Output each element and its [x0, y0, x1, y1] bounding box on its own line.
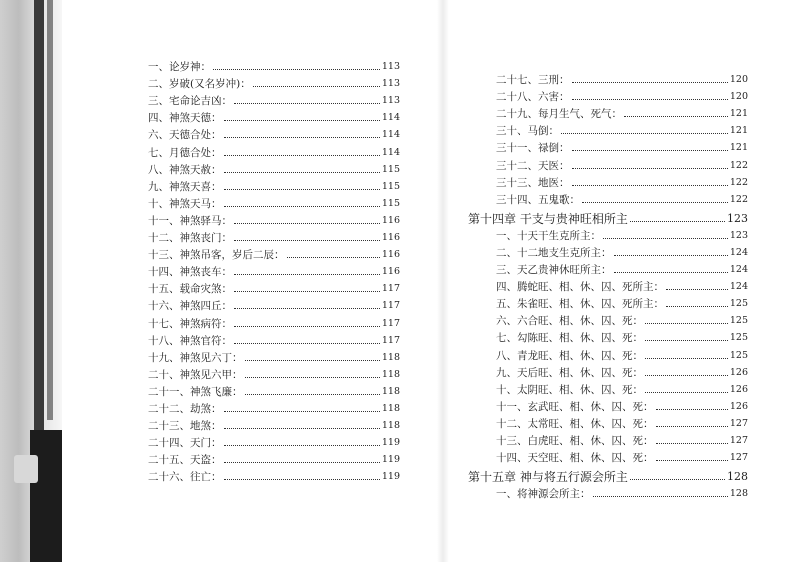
toc-entry-title: 二、岁破(又名岁冲)：: [148, 78, 251, 91]
scan-spine-shadow: [0, 0, 62, 562]
toc-dot-leader: [572, 184, 728, 186]
toc-dot-leader: [572, 98, 728, 100]
toc-entry-row[interactable]: [148, 381, 400, 398]
toc-entry-title: 十八、神煞官符：: [148, 334, 232, 347]
toc-entry-title: 一、将神源会所主：: [496, 488, 591, 501]
toc-entry-row[interactable]: [468, 120, 748, 137]
toc-dot-leader: [645, 339, 728, 341]
toc-dot-leader: [624, 115, 728, 117]
spine-secondary-strip: [47, 0, 53, 420]
spine-binding-block: [30, 430, 62, 562]
toc-page-number: 119: [381, 471, 400, 483]
toc-dot-leader: [224, 119, 380, 121]
toc-entry-title: 二十五、天盗：: [148, 454, 222, 467]
toc-entry-title: 二十三、地煞：: [148, 420, 222, 433]
toc-dot-leader: [234, 307, 380, 309]
toc-page-number: 116: [381, 232, 400, 244]
toc-dot-leader: [224, 410, 380, 412]
toc-entry-row[interactable]: [468, 327, 748, 344]
toc-entry-row[interactable]: [468, 172, 748, 189]
toc-entry-title: 十、太阴旺、相、休、囚、死：: [496, 383, 643, 396]
toc-page-number: 116: [381, 214, 400, 226]
toc-dot-leader: [224, 188, 380, 190]
toc-entry-title: 九、神煞天喜：: [148, 180, 222, 193]
toc-entry-row[interactable]: [148, 227, 400, 244]
toc-page-number: 121: [729, 142, 748, 154]
toc-dot-leader: [224, 205, 380, 207]
left-page-toc: [148, 56, 400, 483]
toc-dot-leader: [645, 322, 728, 324]
toc-entry-row[interactable]: [468, 259, 748, 276]
toc-page-number: 117: [381, 317, 400, 329]
toc-page-number: 127: [729, 434, 748, 446]
toc-dot-leader: [666, 288, 728, 290]
toc-page-number: 116: [381, 249, 400, 261]
toc-entry-title: 十七、神煞病符：: [148, 317, 232, 330]
toc-entry-title: 第十四章 干支与贵神旺相所主: [468, 211, 628, 226]
toc-page-number: 115: [381, 180, 400, 192]
toc-entry-row[interactable]: [468, 137, 748, 154]
toc-entry-title: 十四、天空旺、相、休、囚、死：: [496, 452, 654, 465]
toc-entry-title: 三十、马倒：: [496, 125, 559, 138]
toc-page-number: 113: [381, 78, 400, 90]
toc-dot-leader: [213, 68, 380, 70]
toc-entry-title: 十二、太常旺、相、休、囚、死：: [496, 417, 654, 430]
toc-dot-leader: [603, 237, 728, 239]
toc-dot-leader: [656, 442, 728, 444]
toc-dot-leader: [614, 254, 728, 256]
toc-dot-leader: [234, 102, 380, 104]
toc-page-number: 120: [729, 91, 748, 103]
toc-entry-title: 二十八、六害：: [496, 91, 570, 104]
toc-entry-row[interactable]: [148, 244, 400, 261]
toc-page-number: 114: [381, 112, 400, 124]
book-gutter: [437, 0, 449, 562]
toc-entry-title: 三、天乙贵神休旺所主：: [496, 264, 612, 277]
toc-page-number: 126: [729, 383, 748, 395]
toc-entry-row[interactable]: [148, 107, 400, 124]
toc-entry-row[interactable]: [468, 189, 748, 206]
toc-entry-title: 六、天德合处：: [148, 129, 222, 142]
toc-entry-title: 五、朱雀旺、相、休、囚、死所主：: [496, 298, 664, 311]
toc-page-number: 124: [729, 264, 748, 276]
toc-page-number: 118: [381, 368, 400, 380]
toc-entry-title: 八、青龙旺、相、休、囚、死：: [496, 349, 643, 362]
toc-entry-row[interactable]: [148, 398, 400, 415]
toc-page-number: 118: [381, 420, 400, 432]
toc-dot-leader: [253, 85, 380, 87]
toc-entry-title: 十九、神煞见六丁：: [148, 351, 243, 364]
toc-page-number: 119: [381, 454, 400, 466]
toc-page-number: 125: [729, 315, 748, 327]
toc-entry-title: 七、月德合处：: [148, 146, 222, 159]
toc-entry-title: 九、天后旺、相、休、囚、死：: [496, 366, 643, 379]
toc-entry-row[interactable]: [468, 310, 748, 327]
toc-entry-title: 十五、载命灾煞：: [148, 283, 232, 296]
toc-page-number: 126: [729, 400, 748, 412]
toc-entry-row[interactable]: [148, 141, 400, 158]
toc-dot-leader: [630, 220, 725, 222]
toc-chapter-row[interactable]: [468, 206, 748, 225]
toc-entry-row[interactable]: [148, 159, 400, 176]
toc-page-number: 115: [381, 163, 400, 175]
toc-entry-row[interactable]: [148, 466, 400, 483]
toc-dot-leader: [245, 393, 380, 395]
toc-entry-title: 二十、神煞见六甲：: [148, 368, 243, 381]
toc-dot-leader: [645, 374, 728, 376]
toc-entry-row[interactable]: [468, 413, 748, 430]
toc-entry-row[interactable]: [148, 193, 400, 210]
toc-page-number: 128: [727, 470, 748, 484]
toc-entry-row[interactable]: [148, 415, 400, 432]
toc-dot-leader: [656, 408, 728, 410]
toc-entry-title: 十二、神煞丧门：: [148, 232, 232, 245]
toc-page-number: 128: [729, 488, 748, 500]
toc-dot-leader: [656, 425, 728, 427]
toc-page-number: 116: [381, 266, 400, 278]
toc-entry-row[interactable]: [148, 432, 400, 449]
toc-entry-title: 十三、白虎旺、相、休、囚、死：: [496, 434, 654, 447]
toc-dot-leader: [234, 273, 380, 275]
spine-paper-tab: [14, 455, 38, 483]
toc-chapter-row[interactable]: [468, 464, 748, 483]
toc-entry-title: 一、论岁神：: [148, 61, 211, 74]
toc-dot-leader: [245, 359, 380, 361]
toc-entry-row[interactable]: [468, 154, 748, 171]
toc-entry-row[interactable]: [468, 362, 748, 379]
toc-page-number: 121: [729, 125, 748, 137]
toc-entry-row[interactable]: [468, 242, 748, 259]
toc-entry-title: 二十二、劫煞：: [148, 402, 222, 415]
toc-page-number: 124: [729, 281, 748, 293]
toc-dot-leader: [224, 136, 380, 138]
toc-entry-title: 八、神煞天赦：: [148, 163, 222, 176]
toc-page-number: 122: [729, 176, 748, 188]
toc-entry-row[interactable]: [148, 261, 400, 278]
toc-page-number: 125: [729, 298, 748, 310]
toc-page-number: 114: [381, 146, 400, 158]
toc-entry-row[interactable]: [468, 293, 748, 310]
toc-entry-title: 六、六合旺、相、休、囚、死：: [496, 315, 643, 328]
toc-dot-leader: [224, 461, 380, 463]
toc-page-number: 125: [729, 332, 748, 344]
toc-entry-title: 十三、神煞吊客，岁后二辰：: [148, 249, 285, 262]
toc-dot-leader: [287, 256, 380, 258]
toc-dot-leader: [234, 325, 380, 327]
toc-page-number: 118: [381, 351, 400, 363]
toc-dot-leader: [614, 271, 728, 273]
toc-entry-row[interactable]: [468, 396, 748, 413]
toc-page-number: 114: [381, 129, 400, 141]
toc-entry-row[interactable]: [148, 295, 400, 312]
toc-entry-title: 二十一、神煞飞廉：: [148, 385, 243, 398]
toc-entry-row[interactable]: [468, 344, 748, 361]
toc-page-number: 122: [729, 193, 748, 205]
toc-page-number: 124: [729, 246, 748, 258]
toc-entry-title: 十四、神煞丧车：: [148, 266, 232, 279]
toc-entry-title: 二十四、天门：: [148, 437, 222, 450]
toc-entry-title: 三十四、五鬼歌：: [496, 193, 580, 206]
toc-dot-leader: [234, 222, 380, 224]
toc-page-number: 118: [381, 385, 400, 397]
toc-page-number: 125: [729, 349, 748, 361]
toc-entry-title: 十一、神煞驿马：: [148, 214, 232, 227]
toc-dot-leader: [234, 342, 380, 344]
toc-entry-row[interactable]: [148, 90, 400, 107]
toc-page-number: 121: [729, 108, 748, 120]
toc-entry-title: 三十二、天医：: [496, 159, 570, 172]
toc-entry-title: 十六、神煞四丘：: [148, 300, 232, 313]
toc-dot-leader: [245, 376, 380, 378]
toc-page-number: 127: [729, 452, 748, 464]
toc-entry-row[interactable]: [148, 56, 400, 73]
toc-entry-title: 二十九、每月生气、死气：: [496, 108, 622, 121]
toc-entry-title: 七、勾陈旺、相、休、囚、死：: [496, 332, 643, 345]
toc-entry-row[interactable]: [148, 364, 400, 381]
toc-entry-title: 四、腾蛇旺、相、休、囚、死所主：: [496, 281, 664, 294]
toc-dot-leader: [224, 154, 380, 156]
toc-entry-title: 三、宅命论吉凶：: [148, 95, 232, 108]
toc-entry-row[interactable]: [468, 86, 748, 103]
toc-page-number: 118: [381, 402, 400, 414]
toc-dot-leader: [630, 478, 725, 480]
toc-entry-row[interactable]: [148, 176, 400, 193]
toc-dot-leader: [645, 357, 728, 359]
toc-dot-leader: [224, 444, 380, 446]
toc-page-number: 120: [729, 74, 748, 86]
toc-page-number: 113: [381, 61, 400, 73]
toc-entry-row[interactable]: [468, 430, 748, 447]
toc-page-number: 113: [381, 95, 400, 107]
toc-entry-title: 第十五章 神与将五行源会所主: [468, 470, 628, 485]
toc-dot-leader: [572, 167, 728, 169]
toc-dot-leader: [582, 201, 728, 203]
toc-dot-leader: [593, 495, 728, 497]
toc-dot-leader: [645, 391, 728, 393]
toc-page-number: 122: [729, 159, 748, 171]
toc-entry-title: 二十六、往亡：: [148, 471, 222, 484]
toc-page-number: 117: [381, 334, 400, 346]
toc-page-number: 119: [381, 437, 400, 449]
toc-page-number: 117: [381, 283, 400, 295]
toc-dot-leader: [224, 478, 380, 480]
toc-page-number: 117: [381, 300, 400, 312]
toc-dot-leader: [656, 459, 728, 461]
toc-page-number: 127: [729, 417, 748, 429]
right-page-toc: [468, 69, 748, 500]
toc-entry-row[interactable]: [468, 483, 748, 500]
toc-entry-row[interactable]: [148, 278, 400, 295]
toc-dot-leader: [561, 132, 728, 134]
toc-entry-title: 四、神煞天德：: [148, 112, 222, 125]
toc-entry-title: 三十一、禄倒：: [496, 142, 570, 155]
toc-entry-row[interactable]: [148, 73, 400, 90]
toc-entry-row[interactable]: [468, 276, 748, 293]
toc-page-number: 123: [727, 211, 748, 225]
toc-dot-leader: [572, 149, 728, 151]
toc-entry-row[interactable]: [148, 330, 400, 347]
toc-entry-row[interactable]: [468, 69, 748, 86]
toc-entry-title: 十、神煞天马：: [148, 197, 222, 210]
toc-entry-title: 二十七、三刑：: [496, 74, 570, 87]
toc-page-number: 123: [729, 229, 748, 241]
toc-dot-leader: [224, 427, 380, 429]
toc-entry-row[interactable]: [148, 347, 400, 364]
toc-entry-row[interactable]: [148, 210, 400, 227]
toc-dot-leader: [234, 290, 380, 292]
toc-page-number: 115: [381, 197, 400, 209]
toc-dot-leader: [224, 171, 380, 173]
toc-entry-title: 三十三、地医：: [496, 176, 570, 189]
toc-dot-leader: [572, 81, 728, 83]
toc-entry-title: 二、十二地支生克所主：: [496, 246, 612, 259]
toc-entry-row[interactable]: [468, 225, 748, 242]
toc-entry-row[interactable]: [148, 124, 400, 141]
toc-entry-row[interactable]: [468, 379, 748, 396]
toc-entry-row[interactable]: [468, 447, 748, 464]
toc-entry-row[interactable]: [468, 103, 748, 120]
toc-dot-leader: [666, 305, 728, 307]
toc-page-number: 126: [729, 366, 748, 378]
toc-dot-leader: [234, 239, 380, 241]
toc-entry-title: 十一、玄武旺、相、休、囚、死：: [496, 400, 654, 413]
toc-entry-title: 一、十天干生克所主：: [496, 229, 601, 242]
toc-entry-row[interactable]: [148, 312, 400, 329]
toc-entry-row[interactable]: [148, 449, 400, 466]
